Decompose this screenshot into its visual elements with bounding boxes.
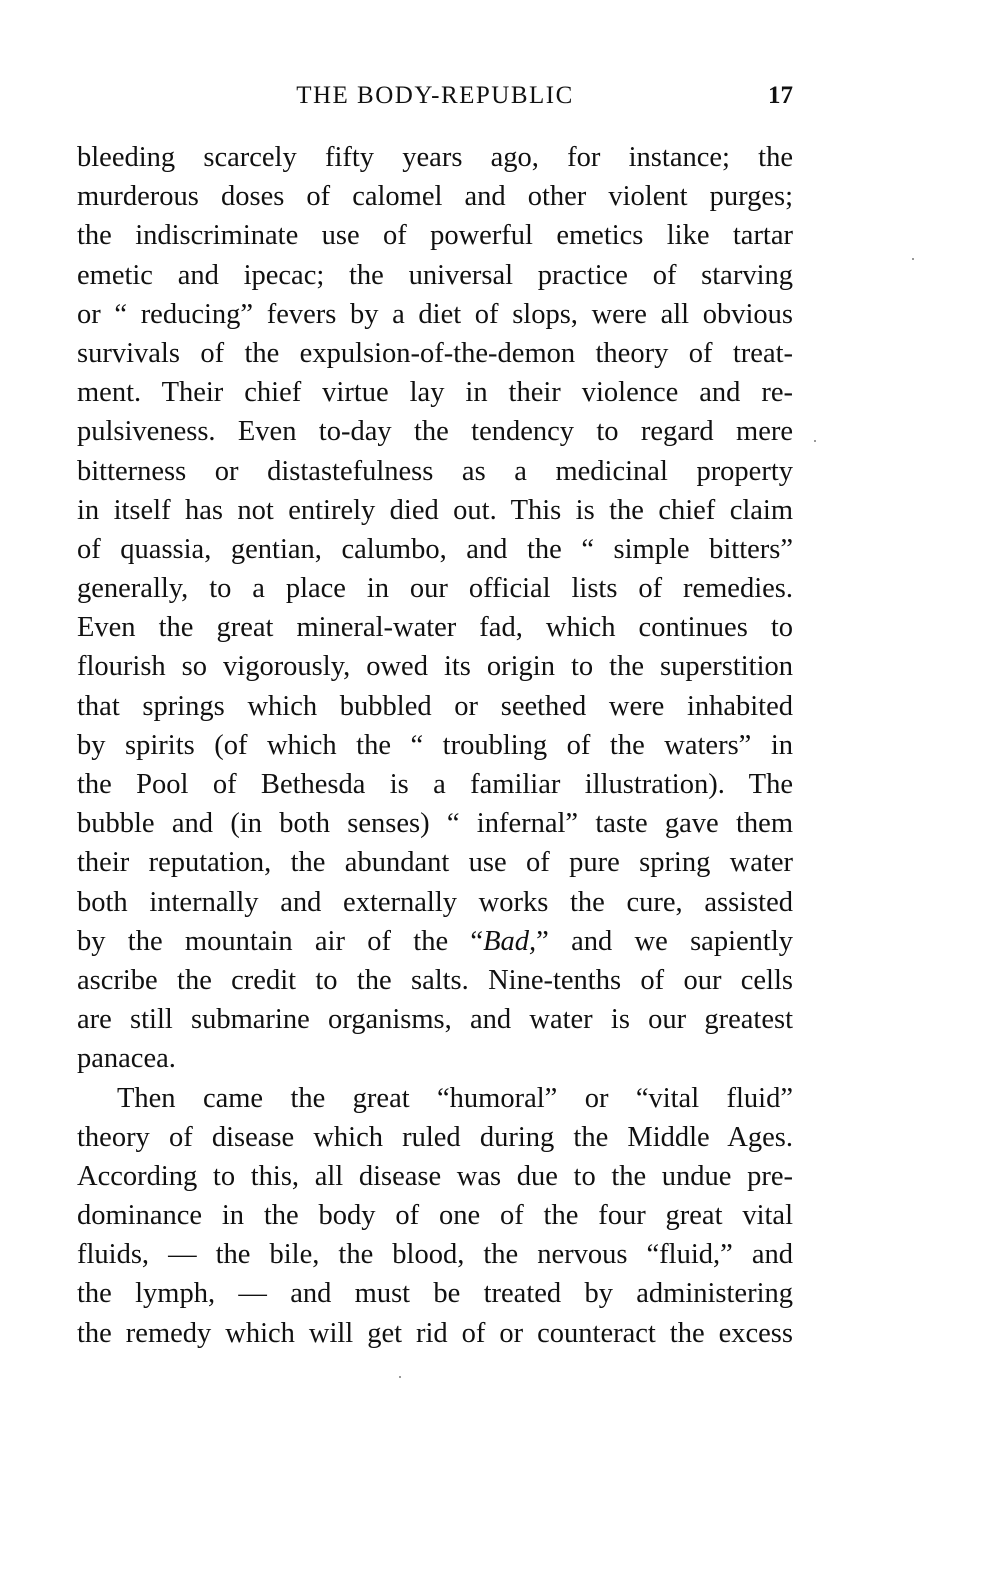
text-line: their reputation, the abundant use of pure spring water [77, 847, 793, 879]
text-line: flourish so vigorously, owed its origin to the superstition [77, 651, 793, 683]
scan-speck [814, 440, 816, 442]
text-line: theory of disease which ruled during the Middle Ages. [77, 1121, 793, 1153]
text-segment: by the mountain air of the “ [77, 925, 484, 957]
text-line: generally, to a place in our official lists of remedies. [77, 573, 793, 605]
text-segment: ” and we sapiently [536, 925, 793, 957]
text-line: Then came the great “humoral” or “vital fluid” [117, 1082, 793, 1114]
running-title: THE BODY-REPUBLIC [296, 82, 574, 109]
text-line: the lymph, — and must be treated by administering [77, 1278, 793, 1310]
text-line: the Pool of Bethesda is a familiar illustration). The [77, 769, 793, 800]
text-line: emetic and ipecac; the universal practice of starving [77, 259, 793, 291]
text-line-with-italic [77, 922, 793, 961]
text-line: of quassia, gentian, calumbo, and the “ simple bitters” [77, 533, 793, 565]
text-line: pulsiveness. Even to-day the tendency to regard mere [77, 416, 793, 448]
text-line: bleeding scarcely fifty years ago, for instance; the [77, 142, 793, 173]
text-line: panacea. [77, 1043, 176, 1075]
text-line: dominance in the body of one of the four great vital [77, 1200, 793, 1232]
text-line: bubble and (in both senses) “ infernal” taste gave them [77, 808, 793, 840]
page-number: 17 [768, 82, 793, 109]
text-line: ment. Their chief virtue lay in their violence and re- [77, 377, 793, 409]
text-line: murderous doses of calomel and other violent purges; [77, 181, 793, 213]
scan-speck [912, 258, 914, 260]
text-line: the remedy which will get rid of or counteract the excess [77, 1317, 793, 1349]
text-line: ascribe the credit to the salts. Nine-tenths of our cells [77, 964, 793, 996]
body-text [77, 138, 793, 1353]
scan-speck [399, 1376, 401, 1378]
text-line: bitterness or distastefulness as a medicinal property [77, 455, 793, 487]
running-head [77, 82, 793, 116]
text-line: or “ reducing” fevers by a diet of slops, were all obvious [77, 298, 793, 330]
text-line: both internally and externally works the cure, assisted [77, 886, 793, 918]
text-line: fluids, — the bile, the blood, the nervous “fluid,” and [77, 1239, 793, 1271]
paragraph-2 [77, 1079, 793, 1353]
text-line: are still submarine organisms, and water is our greatest [77, 1004, 793, 1036]
text-line: survivals of the expulsion-of-the-demon theory of treat- [77, 337, 793, 369]
italic-word: Bad, [483, 925, 537, 957]
text-line: According to this, all disease was due to the undue pre- [77, 1160, 793, 1192]
text-line: Even the great mineral-water fad, which continues to [77, 612, 793, 644]
text-line: that springs which bubbled or seethed were inhabited [77, 690, 793, 722]
paragraph-1 [77, 138, 793, 1079]
text-line: the indiscriminate use of powerful emetics like tartar [77, 220, 793, 252]
text-line: in itself has not entirely died out. This is the chief claim [77, 494, 793, 526]
text-line: by spirits (of which the “ troubling of the waters” in [77, 729, 793, 761]
